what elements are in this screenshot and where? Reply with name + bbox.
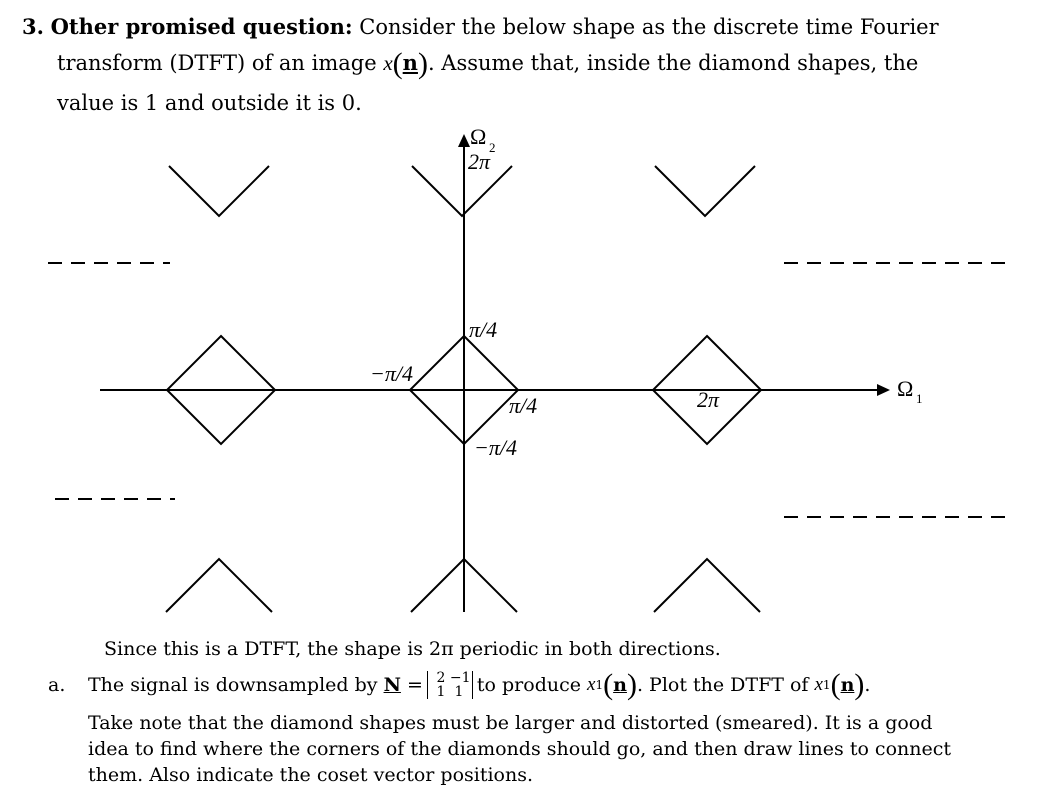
- partial-diamond-top-center: [412, 166, 512, 216]
- signal-x1: x: [587, 674, 596, 695]
- question-heading: Other promised question:: [50, 14, 353, 39]
- label-2pi-top: 2π: [468, 149, 491, 174]
- partial-diamond-top-right: [655, 166, 755, 216]
- label-neg-pi4-left: −π/4: [370, 361, 413, 386]
- signal-x1b: x: [814, 674, 823, 695]
- part-a-text-2: to produce: [476, 674, 581, 696]
- omega1-subscript: 1: [916, 391, 923, 406]
- question-line-2: transform (DTFT) of an image x(n). Assume that, inside the diamond shapes, the: [57, 47, 919, 80]
- question-line-1-text: Consider the below shape as the discrete time Fourier: [359, 15, 939, 39]
- question-number: 3.: [22, 14, 44, 39]
- signal-x1b-n: n: [840, 674, 855, 696]
- label-neg-pi4-bottom: −π/4: [474, 435, 517, 460]
- label-pi4-right: π/4: [509, 393, 538, 418]
- part-a-line-3: idea to find where the corners of the diamonds should go, and then draw lines to connect: [88, 738, 952, 760]
- matrix-cell-10: 1: [436, 684, 446, 700]
- matrix-equals: =: [406, 674, 423, 696]
- question-line-2-b: . Assume that, inside the diamond shapes, the: [427, 51, 919, 75]
- downsampling-matrix: [427, 671, 473, 699]
- question-line-2-a: transform (DTFT) of an image: [57, 51, 377, 75]
- partial-diamond-top-left: [169, 166, 269, 216]
- signal-x1b-sub: 1: [822, 678, 831, 692]
- part-a-period: .: [864, 674, 871, 696]
- matrix-cell-00: 2: [436, 670, 446, 686]
- label-2pi-right: 2π: [697, 387, 720, 412]
- omega2-arrow-icon: [458, 134, 470, 147]
- signal-n: n: [402, 50, 418, 75]
- part-a-line-4: them. Also indicate the coset vector positions.: [88, 764, 534, 786]
- omega1-label: Ω: [897, 376, 914, 401]
- label-pi4-top: π/4: [469, 317, 498, 342]
- part-a-text-3: . Plot the DTFT of: [636, 674, 809, 696]
- omega2-label: Ω: [470, 124, 487, 149]
- signal-x1-n: n: [613, 674, 627, 696]
- part-a-line-1: a. The signal is downsampled by N = 2 −1 1 1 to produce x 1 ( n ) . Plot the DTFT of x 1 ( n ) .: [48, 668, 871, 701]
- part-a-text-1: The signal is downsampled by: [88, 674, 378, 696]
- part-a-letter: a.: [48, 674, 66, 696]
- question-line-3: value is 1 and outside it is 0.: [57, 91, 362, 115]
- matrix-cell-11: 1: [454, 684, 464, 700]
- part-a-line-2: Take note that the diamond shapes must be larger and distorted (smeared). It is a good: [88, 712, 933, 734]
- partial-diamond-bottom-right: [654, 559, 760, 612]
- partial-diamond-bottom-left: [166, 559, 272, 612]
- omega1-arrow-icon: [877, 384, 890, 396]
- signal-x: x: [383, 51, 393, 75]
- matrix-cell-01: −1: [449, 670, 471, 686]
- signal-x1-sub: 1: [595, 678, 604, 692]
- periodicity-note: Since this is a DTFT, the shape is 2π periodic in both directions.: [104, 638, 721, 660]
- omega2-subscript: 2: [489, 140, 496, 155]
- matrix-N-symbol: N: [383, 674, 401, 696]
